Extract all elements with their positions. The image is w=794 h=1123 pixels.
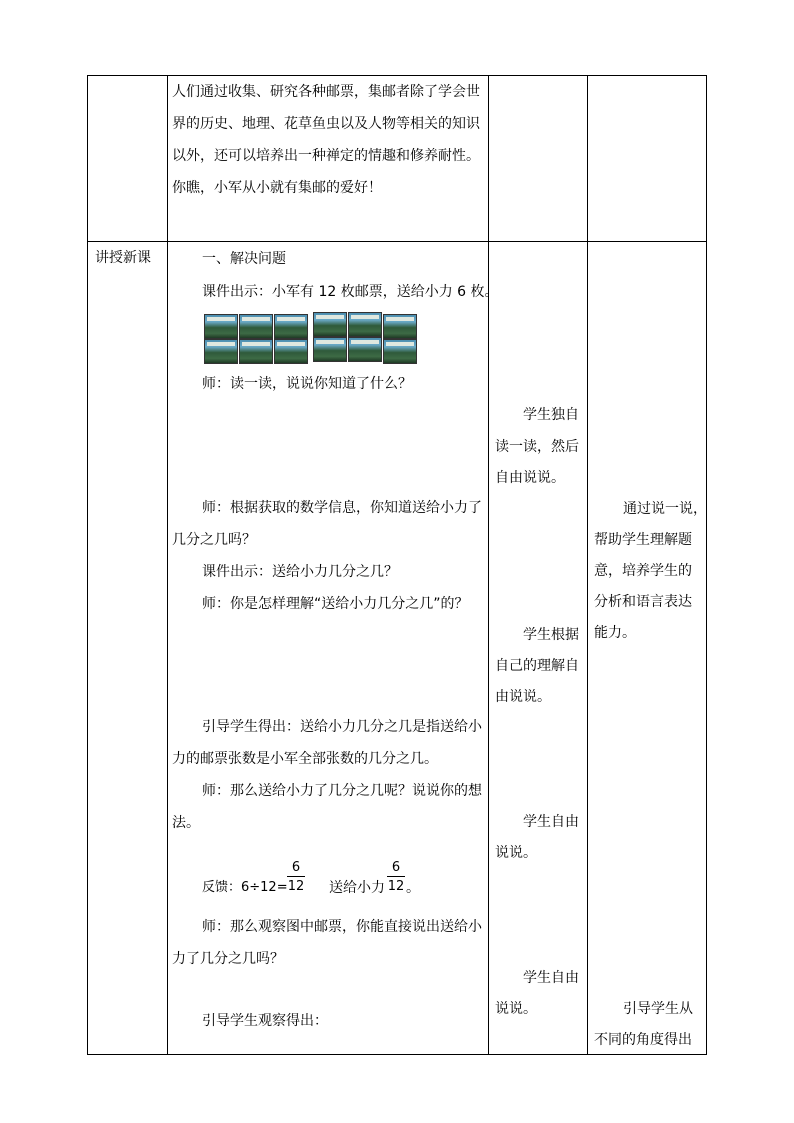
section-heading: 一、解决问题 [202,251,286,267]
row-divider [87,241,707,242]
guide-line-2: 力的邮票张数是小军全部张数的几分之几。 [172,751,438,767]
column-divider-3 [587,75,588,1055]
intent-1d: 分析和语言表达 [594,594,692,610]
teacher-observe-line-1: 师：那么观察图中邮票，你能直接说出送给小 [202,919,482,935]
student-activity-4b: 说说。 [495,1001,537,1017]
feedback-mid: 送给小力 [329,880,385,896]
table-right-border [706,75,707,1055]
column-divider-1 [167,75,168,1055]
student-activity-3a: 学生自由 [523,814,579,830]
student-activity-3b: 说说。 [495,845,537,861]
intent-1c: 意，培养学生的 [594,563,692,579]
teacher-question-understand: 师：你是怎样理解“送给小力几分之几”的？ [202,596,469,612]
teacher-ask-line-1: 师：那么送给小力了几分之几呢？说说你的想 [202,783,482,799]
intent-1e: 能力。 [594,625,636,641]
feedback-suffix: 。 [406,880,420,896]
stamps-image [204,310,418,366]
column-divider-2 [488,75,489,1055]
intro-text-line-1: 人们通过收集、研究各种邮票，集邮者除了学会世 [172,84,480,100]
fraction-denominator: 12 [387,879,405,894]
fraction-denominator: 12 [287,879,305,894]
guide-line-1: 引导学生得出：送给小力几分之几是指送给小 [202,719,482,735]
intent-2a: 引导学生从 [623,1001,693,1017]
guide-observe: 引导学生观察得出： [202,1013,328,1029]
table-top-border [87,75,707,76]
intro-text-line-2: 界的历史、地理、花草鱼虫以及人物等相关的知识 [172,116,480,132]
student-activity-1c: 自由说说。 [495,470,565,486]
stage-label: 讲授新课 [95,250,151,266]
fraction-6-12-b [387,860,405,894]
fraction-numerator: 6 [291,860,301,875]
fraction-numerator: 6 [391,860,401,875]
student-activity-2c: 由说说。 [495,689,551,705]
student-activity-1a: 学生独自 [523,407,579,423]
table-bottom-border [87,1054,707,1055]
teacher-ask-line-2: 法。 [172,815,200,831]
intent-1b: 帮助学生理解题 [594,532,692,548]
teacher-prompt-read: 师：读一读，说说你知道了什么？ [202,376,412,392]
table-left-border [87,75,88,1055]
intro-text-line-3: 以外，还可以培养出一种禅定的情趣和修养耐性。 [172,148,480,164]
student-activity-4a: 学生自由 [523,970,579,986]
student-activity-2a: 学生根据 [523,627,579,643]
courseware-problem: 课件出示：小军有 12 枚邮票，送给小力 6 枚。 [202,284,499,300]
student-activity-2b: 自己的理解自 [495,658,579,674]
intro-text-line-4: 你瞧，小军从小就有集邮的爱好！ [172,180,382,196]
intent-2b: 不同的角度得出 [594,1032,692,1048]
fraction-6-12-a [287,860,305,894]
teacher-question-line-2: 几分之几吗？ [172,532,256,548]
intent-1a: 通过说一说， [623,501,707,517]
student-activity-1b: 读一读，然后 [495,439,579,455]
teacher-question-line-1: 师：根据获取的数学信息，你知道送给小力了 [202,500,482,516]
teacher-observe-line-2: 力了几分之几吗？ [172,951,284,967]
feedback-prefix: 反馈：6÷12= [202,880,288,895]
courseware-question: 课件出示：送给小力几分之几？ [202,564,398,580]
